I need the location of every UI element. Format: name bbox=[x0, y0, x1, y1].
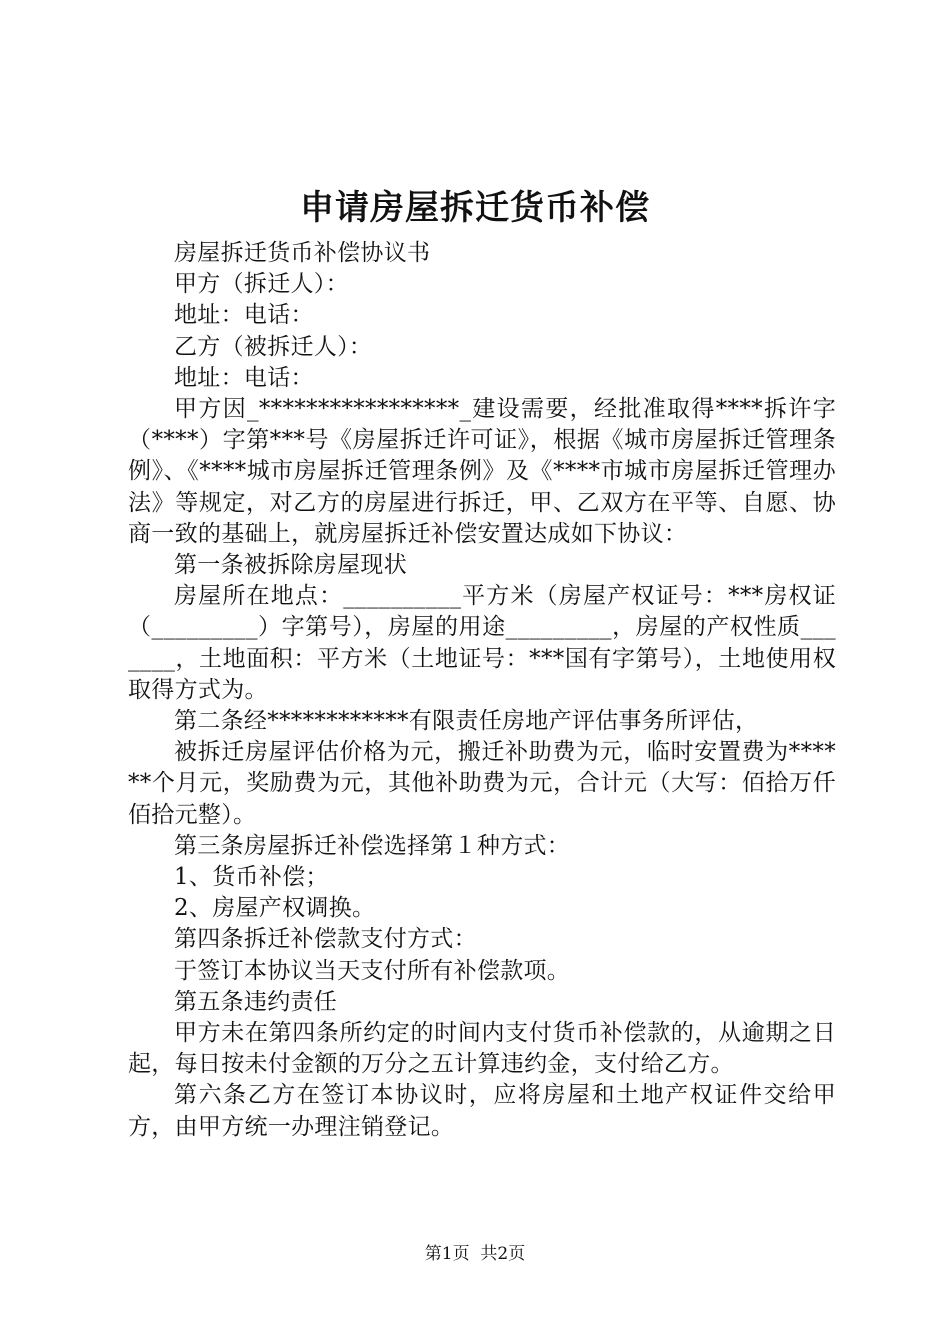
page-number: 第1页 bbox=[424, 1244, 470, 1264]
paragraph-option-2: 2、房屋产权调换。 bbox=[174, 895, 376, 922]
paragraph-article-3-title: 第三条房屋拆迁补偿选择第１种方式： bbox=[174, 832, 571, 859]
page-total: 共2页 bbox=[480, 1244, 526, 1264]
paragraph-preamble: 甲方因_*****************_建设需要，经批准取得****拆许字（****）字第***号《房屋拆迁许可证》，根据《城市房屋拆迁管理条例》、《****城市房屋拆迁管理条例》及《****市城市房屋拆迁管理办法》等规定，对乙方的房屋进行拆迁，甲、乙双方在平等、自愿、协商一致的基础上，就房屋拆迁补偿安置达成如下协议： bbox=[128, 396, 836, 547]
document-body bbox=[128, 238, 836, 1143]
document-title: 申请房屋拆迁货币补偿 bbox=[300, 188, 650, 228]
paragraph-party-a-address: 地址：电话： bbox=[174, 302, 314, 329]
page-footer bbox=[0, 1242, 950, 1266]
paragraph-party-b-address: 地址：电话： bbox=[174, 364, 314, 391]
paragraph-party-a: 甲方（拆迁人）： bbox=[174, 271, 349, 298]
paragraph-article-4-body: 于签订本协议当天支付所有补偿款项。 bbox=[174, 957, 571, 984]
paragraph-article-1-title: 第一条被拆除房屋现状 bbox=[174, 552, 407, 579]
paragraph-article-5-body: 甲方未在第四条所约定的时间内支付货币补偿款的，从逾期之日起，每日按未付金额的万分之五计算违约金，支付给乙方。 bbox=[128, 1020, 836, 1078]
paragraph-article-1-body: 房屋所在地点：__________平方米（房屋产权证号：***房权证（_________）字第号），房屋的用途_________，房屋的产权性质_______，土地面积：平方米（土地证号：***国有字第号），土地使用权取得方式为。 bbox=[128, 583, 836, 703]
paragraph-party-b: 乙方（被拆迁人）： bbox=[174, 333, 373, 360]
paragraph-article-5-title: 第五条违约责任 bbox=[174, 988, 338, 1015]
paragraph-article-4-title: 第四条拆迁补偿款支付方式： bbox=[174, 926, 477, 953]
paragraph-agreement-heading: 房屋拆迁货币补偿协议书 bbox=[174, 240, 431, 266]
paragraph-article-2-body: 被拆迁房屋评估价格为元，搬迁补助费为元，临时安置费为******个月元，奖励费为元，其他补助费为元，合计元（大写：佰拾万仟佰拾元整）。 bbox=[128, 739, 836, 828]
paragraph-article-2-title: 第二条经************有限责任房地产评估事务所评估， bbox=[174, 708, 759, 735]
paragraph-article-6: 第六条乙方在签订本协议时，应将房屋和土地产权证件交给甲方，由甲方统一办理注销登记。 bbox=[128, 1082, 836, 1140]
paragraph-option-1: 1、货币补偿； bbox=[174, 864, 329, 891]
